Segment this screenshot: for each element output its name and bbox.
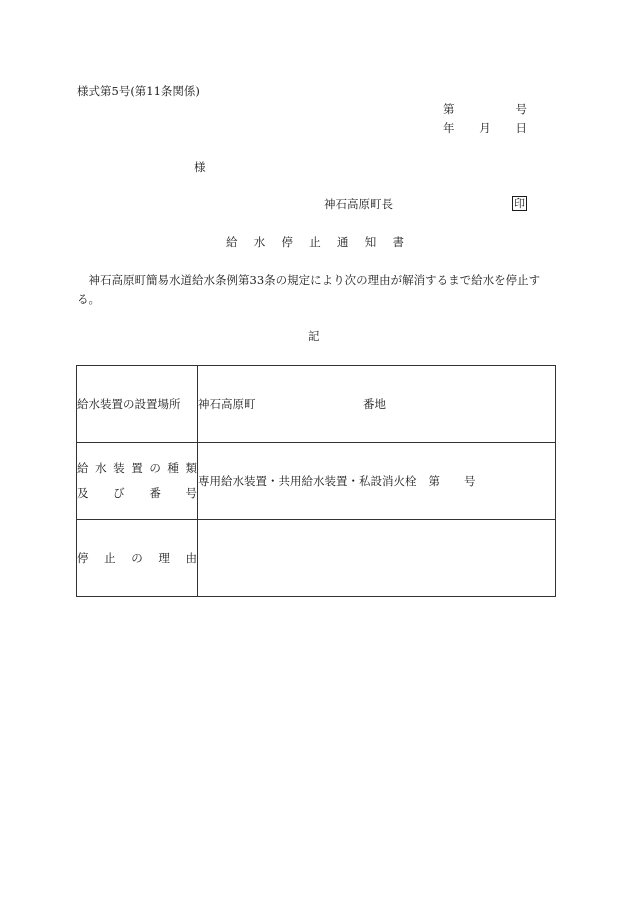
label-char: 給: [77, 460, 89, 475]
label-char: 号: [185, 486, 197, 500]
location-town: 神石高原町: [198, 397, 256, 411]
table-row-device-type: [77, 443, 556, 520]
title-char: 止: [309, 235, 321, 249]
label-char: び: [113, 486, 125, 500]
detail-table: [76, 365, 556, 597]
title-char: 書: [392, 235, 404, 249]
location-label: 給水装置の設置場所: [77, 397, 181, 411]
issuer-name: 神石高原町長: [324, 197, 393, 211]
title-char: 水: [253, 235, 266, 249]
device-type-label-line1: [77, 456, 197, 481]
label-char: 類: [185, 460, 197, 475]
device-types: 専用給水装置・共用給水装置・私設消火栓: [198, 474, 417, 488]
label-char: 番: [149, 486, 161, 500]
seal-mark: 印: [514, 197, 525, 210]
device-type-label-cell: [77, 443, 198, 520]
title-char: 給: [226, 235, 238, 249]
table-row-location: [77, 366, 556, 443]
title-char: 知: [364, 235, 377, 249]
label-char: の: [149, 460, 161, 475]
label-char: 理: [158, 551, 170, 565]
date-line: [443, 123, 527, 135]
label-char: 止: [104, 551, 116, 565]
label-char: 置: [131, 460, 143, 475]
label-char: 及: [77, 486, 89, 500]
issue-number-prefix: 第: [443, 102, 455, 116]
reason-label: [77, 550, 197, 566]
form-number: 様式第5号(第11条関係): [77, 84, 200, 98]
document-title: [226, 237, 404, 249]
date-day: 日: [515, 121, 527, 135]
title-char: 停: [281, 235, 293, 249]
label-char: 由: [185, 551, 197, 565]
reason-value-cell: [198, 520, 556, 597]
date-year: 年: [443, 121, 455, 135]
label-char: 種: [167, 460, 179, 475]
ki-heading: 記: [308, 329, 320, 343]
location-value-cell: [198, 366, 556, 443]
issue-number-suffix: 号: [515, 102, 527, 116]
table-row-reason: [77, 520, 556, 597]
label-char: の: [131, 551, 143, 565]
title-char: 通: [337, 235, 349, 249]
label-char: 停: [77, 551, 89, 565]
body-paragraph: 神石高原町簡易水道給水条例第33条の規定により次の理由が解消するまで給水を停止する。: [77, 273, 541, 306]
reason-label-cell: [77, 520, 198, 597]
location-banchi: 番地: [363, 397, 386, 411]
device-type-label-line2: [77, 481, 197, 506]
label-char: 装: [113, 460, 125, 475]
device-type-value-cell: [198, 443, 556, 520]
device-number-prefix: 第: [428, 474, 440, 488]
location-label-cell: [77, 366, 198, 443]
device-number-suffix: 号: [464, 474, 476, 488]
date-month: 月: [479, 121, 491, 135]
label-char: 水: [95, 460, 107, 475]
addressee-line: 様: [194, 160, 206, 174]
issue-number-line: [443, 104, 527, 116]
